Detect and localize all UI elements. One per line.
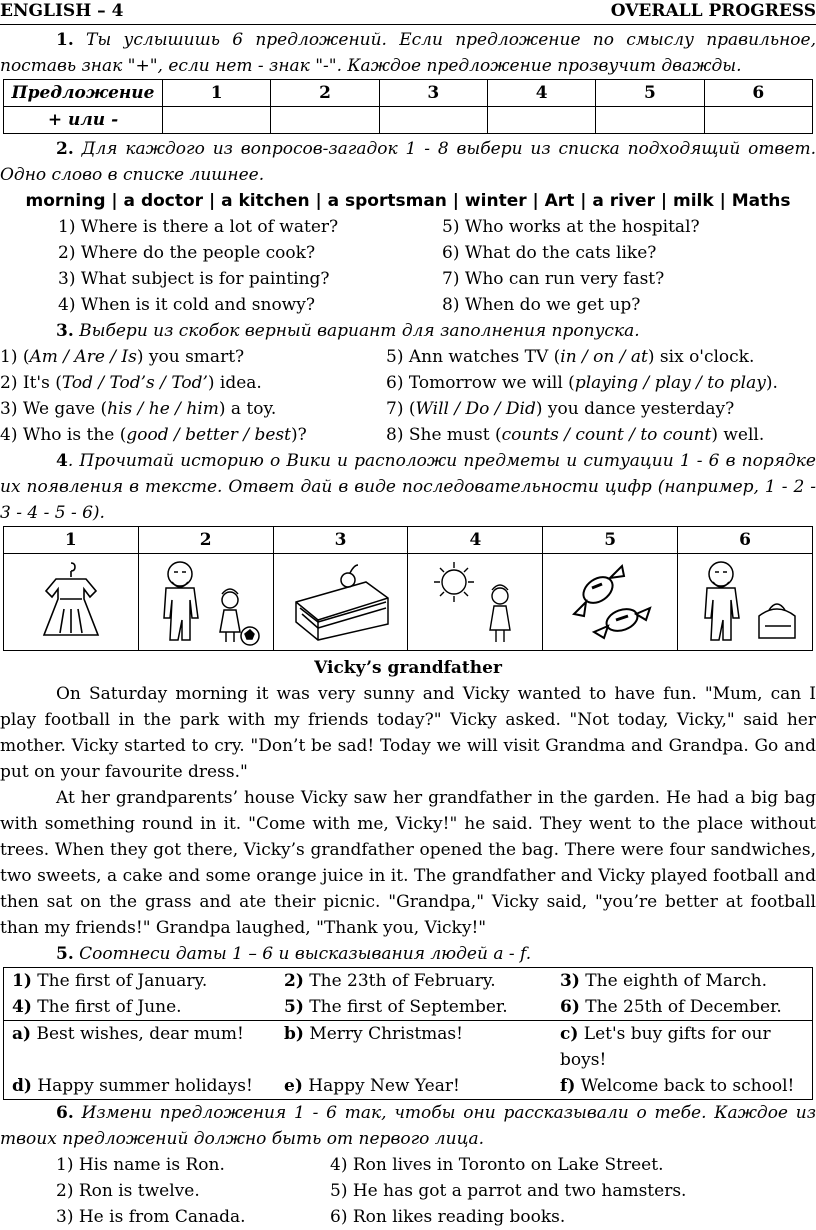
task4-col: 1 [4,527,139,554]
task2-question: 6) What do the cats like? [442,243,657,263]
task2-question: 1) Where is there a lot of water? [58,217,339,237]
task3-items [0,344,816,448]
task1-answer-cell[interactable] [163,107,271,134]
task5-dates [4,968,813,1021]
task1-col: 1 [163,80,271,107]
task3-item: 6) Tomorrow we will (playing / play / to play). [386,373,778,393]
task4-picture-cell [273,554,408,651]
task6-text: Измени предложения 1 - 6 так, чтобы они рассказывали о тебе. Каждое из твоих предложений должно быть от первого лица. [0,1103,816,1149]
task5-phrases [4,1021,813,1100]
task5-date: 5) The first of September. [284,997,508,1017]
task5-phrase: c) Let's buy gifts for our boys! [560,1024,771,1070]
task2-text: Для каждого из вопросов-загадок 1 - 8 выбери из списка подходящий ответ. Одно слово в списке лишнее. [0,139,816,185]
task3-item: 5) Ann watches TV (in / on / at) six o'clock. [386,347,755,367]
task5-phrase: d) Happy summer holidays! [12,1076,253,1096]
task1-answer-cell[interactable] [271,107,379,134]
grandfather-girl-ball-icon [146,556,266,648]
task4-instruction [0,448,816,526]
task2-question: 4) When is it cold and snowy? [58,295,315,315]
story-title: Vicky’s grandfather [314,658,502,678]
story-paragraph: On Saturday morning it was very sunny and Vicky wanted to have fun. "Mum, can I play football in the park with my friends today?" Vicky asked. "Not today, Vicky," said her mother. Vicky started to cry. "Don’t be sad! Today we will visit Grandma and Grandpa. Go and put on your favourite dress." [0,684,816,782]
task5-text: Соотнеси даты 1 – 6 и высказывания людей a - f. [79,944,532,964]
task2-question: 5) Who works at the hospital? [442,217,700,237]
task1-instruction [0,27,816,79]
task5-phrase: e) Happy New Year! [284,1076,460,1096]
task6-instruction [0,1100,816,1152]
task3-item: 4) Who is the (good / better / best)? [0,425,307,445]
header-title: OVERALL PROGRESS [610,1,816,21]
cake-icon [286,562,396,642]
task6-sentences [0,1152,816,1230]
task5-phrase: f) Welcome back to school! [560,1076,795,1096]
task4-col: 6 [678,527,813,554]
task2-question: 7) Who can run very fast? [442,269,665,289]
task4-col: 4 [408,527,543,554]
task5-date: 1) The first of January. [12,971,208,991]
task1-answer-cell[interactable] [487,107,595,134]
task2-word-list: morning | a doctor | a kitchen | a sportsman | winter | Art | a river | milk | Maths [25,191,791,211]
task1-answer-label: + или - [4,107,163,134]
task5-date: 3) The eighth of March. [560,971,768,991]
grandfather-bag-icon [685,556,805,648]
task6-sentence: 2) Ron is twelve. [56,1181,200,1201]
task4-col: 5 [543,527,678,554]
task3-item: 7) (Will / Do / Did) you dance yesterday? [386,399,735,419]
task4-picture-cell [543,554,678,651]
task3-instruction [0,318,816,344]
task5-phrase: a) Best wishes, dear mum! [12,1024,244,1044]
task2-instruction [0,136,816,188]
task4-picture-cell [138,554,273,651]
task1-answer-cell[interactable] [379,107,487,134]
task2-number: 2. [56,139,74,159]
task5-phrase: b) Merry Christmas! [284,1024,463,1044]
task1-text: Ты услышишь 6 предложений. Если предложение по смыслу правильное, поставь знак "+", если нет - знак "-". Каждое предложение прозвучит дважды. [0,30,816,76]
task3-number: 3. [56,321,74,341]
task1-answer-cell[interactable] [596,107,704,134]
page-header [0,0,816,25]
task3-text: Выбери из скобок верный вариант для заполнения пропуска. [79,321,640,341]
task1-answer-table [3,79,813,134]
task3-item: 8) She must (counts / count / to count) well. [386,425,765,445]
task5-date: 2) The 23th of February. [284,971,496,991]
task6-number: 6. [56,1103,74,1123]
task2-questions [0,214,816,318]
sun-girl-icon [420,556,530,648]
task2-question: 3) What subject is for painting? [58,269,330,289]
task4-picture-cell [4,554,139,651]
task4-text: . Прочитай историю о Вики и расположи предметы и ситуации 1 - 6 в порядке их появления в тексте. Ответ дай в виде последовательности цифр (например, 1 - 2 - 3 - 4 - 5 - 6). [0,451,816,523]
story-paragraph: At her grandparents’ house Vicky saw her grandfather in the garden. He had a big bag with something round in it. "Come with me, Vicky!" he said. They went to the place without trees. When they got there, Vicky’s grandfather opened the bag. There were four sandwiches, two sweets, a cake and some orange juice in it. The grandfather and Vicky played football and then sat on the grass and ate their picnic. "Grandpa," Vicky said, "you’re better at football than my friends!" Grandpa laughed, "Thank you, Vicky!" [0,788,816,938]
task5-table [3,967,813,1100]
task1-col: 4 [487,80,595,107]
task5-date: 4) The first of June. [12,997,182,1017]
task4-picture-cell [408,554,543,651]
task6-sentence: 1) His name is Ron. [56,1155,225,1175]
task6-sentence: 3) He is from Canada. [56,1207,246,1227]
task3-item: 1) (Am / Are / Is) you smart? [0,347,245,367]
task4-col: 2 [138,527,273,554]
task1-row-label: Предложение [4,80,163,107]
task1-answer-cell[interactable] [704,107,812,134]
task4-col: 3 [273,527,408,554]
task6-sentence: 6) Ron likes reading books. [330,1207,566,1227]
task1-col: 5 [596,80,704,107]
task1-number: 1. [56,30,74,50]
task5-date: 6) The 25th of December. [560,997,782,1017]
task1-col: 3 [379,80,487,107]
task6-sentence: 4) Ron lives in Toronto on Lake Street. [330,1155,664,1175]
task1-col: 2 [271,80,379,107]
task3-item: 2) It's (Tod / Tod’s / Tod’) idea. [0,373,262,393]
task2-question: 8) When do we get up? [442,295,641,315]
task2-question: 2) Where do the people cook? [58,243,316,263]
task5-instruction [0,941,816,967]
sweets-icon [560,558,660,646]
task3-item: 3) We gave (his / he / him) a toy. [0,399,277,419]
task4-picture-cell [678,554,813,651]
task1-col: 6 [704,80,812,107]
dress-icon [26,557,116,647]
task6-sentence: 5) He has got a parrot and two hamsters. [330,1181,687,1201]
header-subject: ENGLISH – 4 [0,1,124,21]
task4-picture-table [3,526,813,651]
task5-number: 5. [56,944,74,964]
task4-number: 4 [56,451,68,471]
